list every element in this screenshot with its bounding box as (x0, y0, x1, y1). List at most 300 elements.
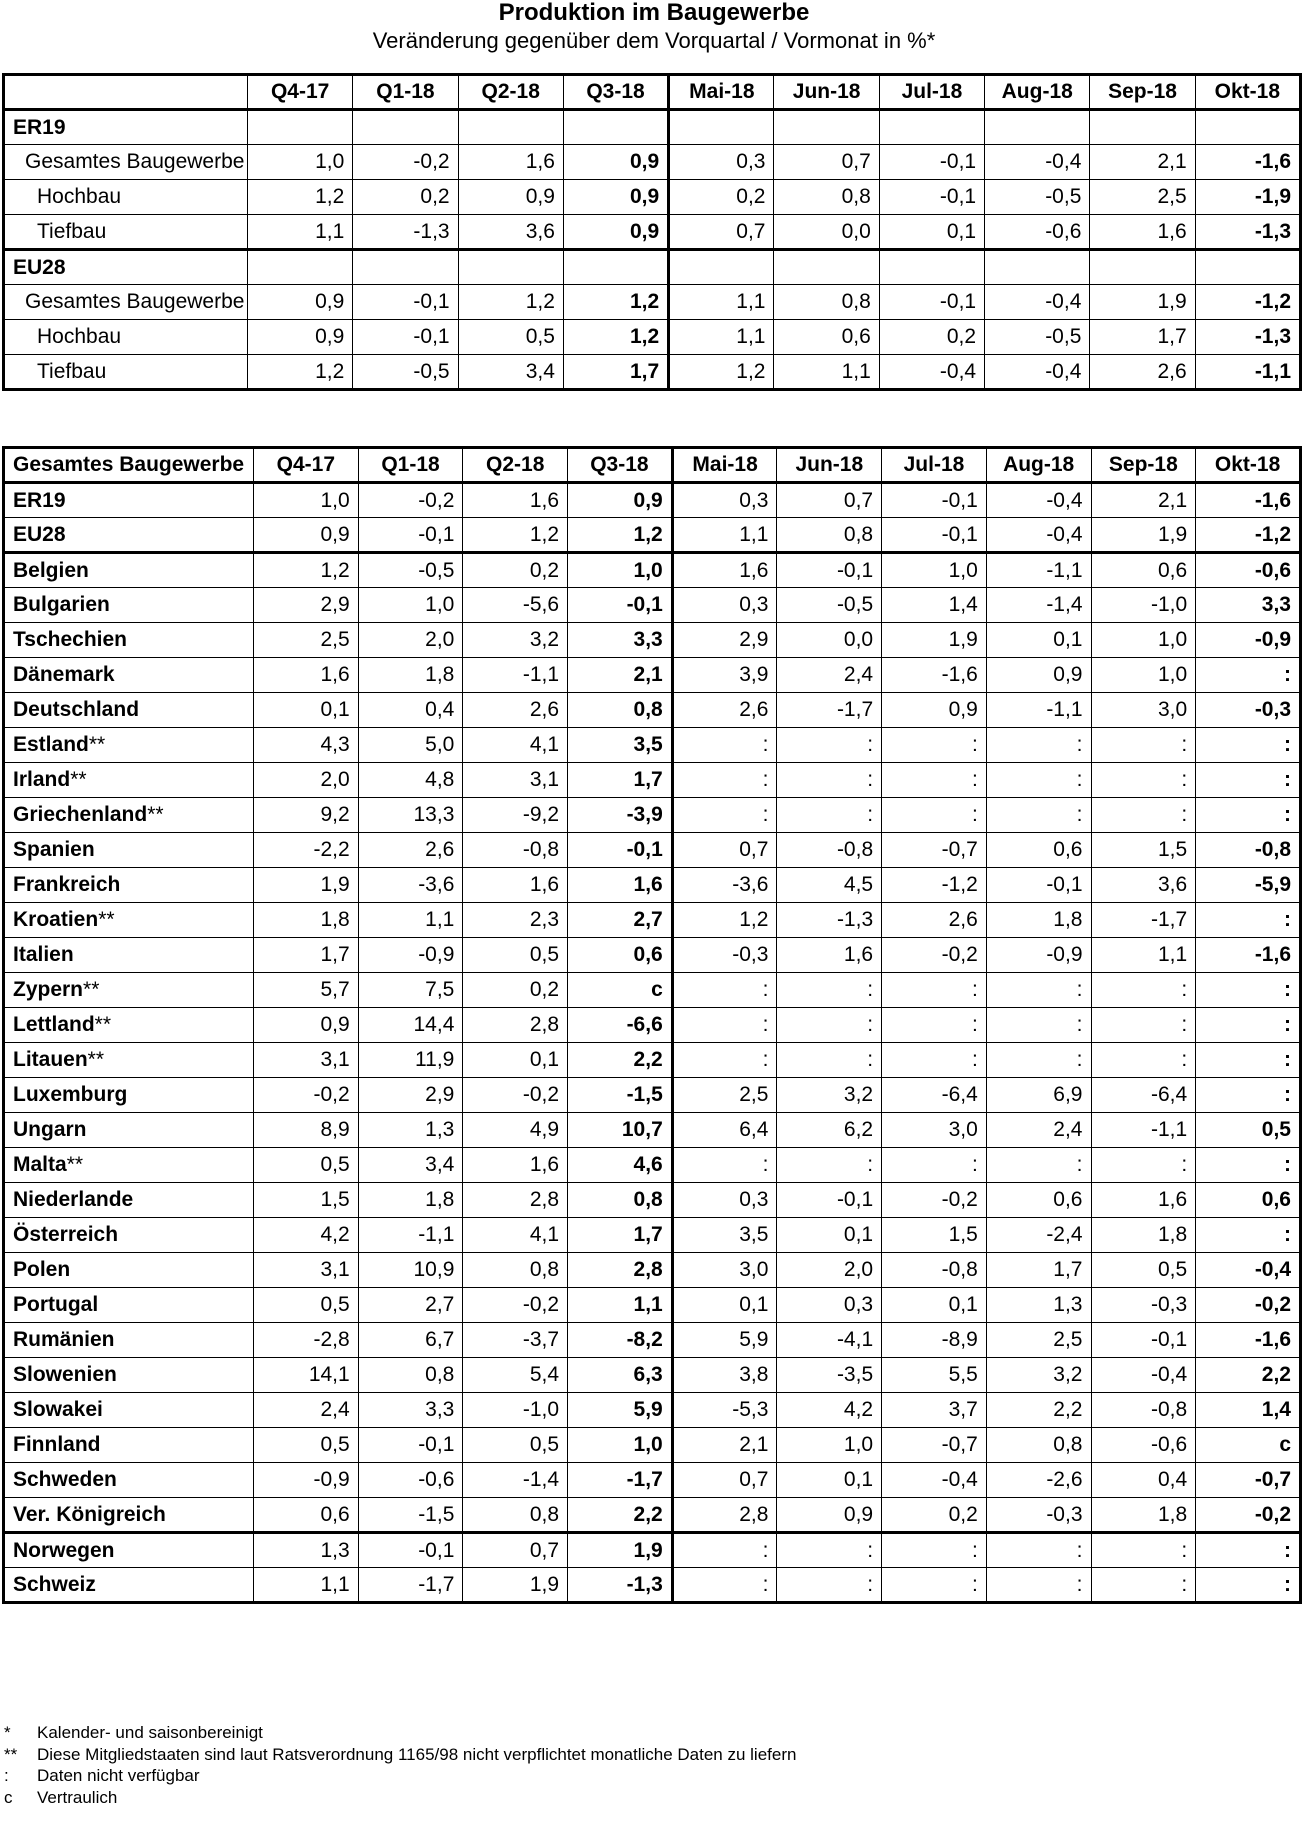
column-header: Mai-18 (669, 75, 774, 110)
empty-cell (774, 110, 879, 145)
table-row (4, 553, 1301, 588)
value-cell: -0,2 (1196, 1288, 1301, 1323)
value-cell: -0,7 (882, 833, 987, 868)
value-cell: -0,9 (1196, 623, 1301, 658)
value-cell: 0,1 (777, 1218, 882, 1253)
value-cell: -0,6 (358, 1463, 463, 1498)
value-cell: 0,9 (563, 145, 668, 180)
table-row (4, 483, 1301, 518)
value-cell: 1,5 (254, 1183, 359, 1218)
empty-cell (353, 250, 458, 285)
table-row (4, 1533, 1301, 1568)
country-name: EU28 (13, 522, 66, 546)
value-cell: 0,7 (463, 1533, 568, 1568)
value-cell: 0,9 (254, 1008, 359, 1043)
value-cell: 0,8 (463, 1498, 568, 1533)
table-row (4, 1393, 1301, 1428)
page-subtitle: Veränderung gegenüber dem Vorquartal / Vormonat in %* (372, 28, 936, 53)
column-header: Okt-18 (1196, 448, 1301, 483)
empty-cell (248, 250, 353, 285)
value-cell: : (1091, 728, 1196, 763)
value-cell: -0,1 (358, 1428, 463, 1463)
value-cell: c (1196, 1428, 1301, 1463)
value-cell: -1,3 (777, 903, 882, 938)
footnote-symbol: : (4, 1766, 9, 1785)
table-row (4, 285, 1301, 320)
value-cell: -1,2 (1196, 518, 1301, 553)
value-cell: -0,9 (986, 938, 1091, 973)
value-cell: 0,6 (1091, 553, 1196, 588)
value-cell: 0,6 (774, 320, 879, 355)
footnote-symbol: c (4, 1787, 13, 1807)
value-cell: -4,1 (777, 1323, 882, 1358)
country-name: Frankreich (13, 873, 121, 896)
value-cell: 3,9 (672, 658, 777, 693)
value-cell: -1,3 (1195, 320, 1300, 355)
row-label (4, 763, 254, 798)
row-label (4, 483, 254, 518)
table-row (4, 1008, 1301, 1043)
value-cell: 2,1 (1091, 483, 1196, 518)
value-cell: -1,7 (568, 1463, 673, 1498)
value-cell: -3,6 (672, 868, 777, 903)
value-cell: 2,3 (463, 903, 568, 938)
value-cell: -1,1 (463, 658, 568, 693)
value-cell: 1,1 (669, 285, 774, 320)
value-cell: 5,5 (882, 1358, 987, 1393)
value-cell: 0,1 (777, 1463, 882, 1498)
value-cell: 2,8 (672, 1498, 777, 1533)
value-cell: 2,1 (672, 1428, 777, 1463)
value-cell: -0,2 (882, 938, 987, 973)
footnote-mark: ** (87, 1048, 105, 1071)
value-cell: -6,4 (1091, 1078, 1196, 1113)
column-header: Sep-18 (1090, 75, 1195, 110)
value-cell: : (777, 1008, 882, 1043)
value-cell: 1,0 (777, 1428, 882, 1463)
value-cell: -0,8 (1196, 833, 1301, 868)
value-cell: 4,8 (358, 763, 463, 798)
footnotes (4, 1722, 796, 1808)
value-cell: -1,1 (1091, 1113, 1196, 1148)
value-cell: -1,0 (1091, 588, 1196, 623)
value-cell: -1,2 (882, 868, 987, 903)
value-cell: -1,6 (1196, 1323, 1301, 1358)
value-cell: : (672, 798, 777, 833)
country-name: Polen (13, 1258, 71, 1281)
value-cell: : (1196, 658, 1301, 693)
column-header: Jun-18 (777, 448, 882, 483)
value-cell: 2,5 (254, 623, 359, 658)
value-cell: : (986, 798, 1091, 833)
value-cell: 1,7 (568, 1218, 673, 1253)
country-name: Lettland (13, 1013, 95, 1036)
empty-cell (1090, 110, 1195, 145)
value-cell: 0,5 (254, 1148, 359, 1183)
value-cell: -0,6 (1196, 553, 1301, 588)
value-cell: -1,5 (568, 1078, 673, 1113)
country-name: Griechenland (13, 803, 148, 826)
country-name: Schweiz (13, 1572, 96, 1596)
value-cell: 0,6 (568, 938, 673, 973)
value-cell: 1,8 (358, 1183, 463, 1218)
group-label: ER19 (4, 110, 248, 145)
value-cell: : (777, 1533, 882, 1568)
value-cell: -1,6 (1196, 483, 1301, 518)
value-cell: : (1196, 1568, 1301, 1603)
row-label (4, 1008, 254, 1043)
column-header: Q4-17 (254, 448, 359, 483)
value-cell: 0,8 (568, 1183, 673, 1218)
value-cell: 1,6 (1091, 1183, 1196, 1218)
value-cell: -2,8 (254, 1323, 359, 1358)
table-row (4, 1358, 1301, 1393)
value-cell: 0,2 (879, 320, 984, 355)
value-cell: 13,3 (358, 798, 463, 833)
footnote-text: Vertraulich (37, 1787, 118, 1807)
value-cell: -1,1 (358, 1218, 463, 1253)
country-name: Ungarn (13, 1118, 87, 1141)
value-cell: 1,9 (568, 1533, 673, 1568)
value-cell: 2,7 (358, 1288, 463, 1323)
table-row (4, 833, 1301, 868)
column-header: Jul-18 (879, 75, 984, 110)
table-row (4, 903, 1301, 938)
empty-cell (458, 250, 563, 285)
table-row (4, 1288, 1301, 1323)
value-cell: 0,2 (669, 180, 774, 215)
value-cell: -0,1 (358, 518, 463, 553)
value-cell: 0,7 (777, 483, 882, 518)
table-row (4, 1428, 1301, 1463)
value-cell: -1,2 (1195, 285, 1300, 320)
column-header: Okt-18 (1195, 75, 1300, 110)
table-row (4, 1463, 1301, 1498)
footnote-symbol: * (4, 1723, 11, 1742)
value-cell: 3,4 (358, 1148, 463, 1183)
value-cell: -0,4 (985, 145, 1090, 180)
value-cell: : (882, 1568, 987, 1603)
value-cell: -0,1 (353, 285, 458, 320)
value-cell: : (672, 973, 777, 1008)
value-cell: -0,5 (353, 355, 458, 390)
value-cell: 2,2 (986, 1393, 1091, 1428)
value-cell: 6,3 (568, 1358, 673, 1393)
value-cell: : (1196, 1078, 1301, 1113)
value-cell: : (986, 1148, 1091, 1183)
value-cell: -0,2 (882, 1183, 987, 1218)
footnote (4, 1722, 796, 1744)
value-cell: : (1196, 1148, 1301, 1183)
value-cell: 0,5 (254, 1288, 359, 1323)
empty-cell (1195, 250, 1300, 285)
value-cell: 0,8 (463, 1253, 568, 1288)
country-name: Litauen (13, 1048, 88, 1071)
value-cell: 2,1 (568, 658, 673, 693)
value-cell: 3,1 (254, 1043, 359, 1078)
value-cell: 1,2 (248, 180, 353, 215)
value-cell: 1,1 (672, 518, 777, 553)
row-label (4, 588, 254, 623)
value-cell: 0,9 (986, 658, 1091, 693)
value-cell: -0,3 (672, 938, 777, 973)
value-cell: -0,2 (353, 145, 458, 180)
value-cell: -0,1 (1091, 1323, 1196, 1358)
value-cell: -1,7 (358, 1568, 463, 1603)
value-cell: 4,1 (463, 728, 568, 763)
value-cell: -0,1 (879, 145, 984, 180)
value-cell: : (1091, 1533, 1196, 1568)
table-row (4, 1498, 1301, 1533)
empty-cell (563, 110, 668, 145)
value-cell: : (777, 763, 882, 798)
table-row (4, 728, 1301, 763)
value-cell: 2,1 (1090, 145, 1195, 180)
empty-cell (669, 110, 774, 145)
table-row (4, 1043, 1301, 1078)
row-label: Hochbau (4, 320, 248, 355)
group-label: EU28 (4, 250, 248, 285)
value-cell: -0,1 (358, 1533, 463, 1568)
value-cell: 1,6 (463, 1148, 568, 1183)
value-cell: -0,5 (777, 588, 882, 623)
value-cell: 2,0 (254, 763, 359, 798)
value-cell: : (986, 763, 1091, 798)
value-cell: 5,0 (358, 728, 463, 763)
value-cell: : (986, 1043, 1091, 1078)
table-countries (2, 446, 1302, 1604)
value-cell: -8,2 (568, 1323, 673, 1358)
value-cell: 3,6 (458, 215, 563, 250)
table-row (4, 973, 1301, 1008)
value-cell: -2,4 (986, 1218, 1091, 1253)
value-cell: 0,1 (254, 693, 359, 728)
value-cell: 4,6 (568, 1148, 673, 1183)
value-cell: 1,7 (563, 355, 668, 390)
value-cell: 1,5 (1091, 833, 1196, 868)
value-cell: -0,4 (879, 355, 984, 390)
empty-cell (458, 110, 563, 145)
value-cell: 0,3 (672, 1183, 777, 1218)
value-cell: -0,4 (985, 285, 1090, 320)
empty-cell (879, 250, 984, 285)
footnote-text: Diese Mitgliedstaaten sind laut Ratsverordnung 1165/98 nicht verpflichtet monatliche Daten zu liefern (37, 1744, 797, 1764)
value-cell: 1,0 (254, 483, 359, 518)
country-name: Portugal (13, 1293, 99, 1316)
value-cell: : (882, 728, 987, 763)
value-cell: -2,6 (986, 1463, 1091, 1498)
value-cell: : (986, 1008, 1091, 1043)
empty-cell (774, 250, 879, 285)
value-cell: 3,7 (882, 1393, 987, 1428)
value-cell: 2,8 (568, 1253, 673, 1288)
value-cell: 10,9 (358, 1253, 463, 1288)
value-cell: 0,4 (358, 693, 463, 728)
value-cell: 2,2 (568, 1043, 673, 1078)
value-cell: -1,4 (986, 588, 1091, 623)
table-row (4, 215, 1301, 250)
value-cell: : (1196, 728, 1301, 763)
value-cell: 0,9 (248, 320, 353, 355)
column-header: Q2-18 (463, 448, 568, 483)
value-cell: 1,0 (568, 553, 673, 588)
value-cell: 0,8 (774, 180, 879, 215)
value-cell: 8,9 (254, 1113, 359, 1148)
value-cell: 0,8 (568, 693, 673, 728)
value-cell: : (882, 763, 987, 798)
value-cell: -0,3 (1196, 693, 1301, 728)
country-name: Spanien (13, 838, 95, 861)
footnote-text: Kalender- und saisonbereinigt (37, 1723, 263, 1742)
value-cell: -1,3 (353, 215, 458, 250)
value-cell: 0,9 (563, 215, 668, 250)
row-label (4, 693, 254, 728)
value-cell: -5,9 (1196, 868, 1301, 903)
value-cell: 5,4 (463, 1358, 568, 1393)
value-cell: -0,4 (882, 1463, 987, 1498)
value-cell: 2,7 (568, 903, 673, 938)
row-label (4, 868, 254, 903)
country-name: Malta (13, 1153, 67, 1176)
value-cell: 14,1 (254, 1358, 359, 1393)
value-cell: 3,0 (882, 1113, 987, 1148)
value-cell: 3,0 (672, 1253, 777, 1288)
value-cell: 2,6 (463, 693, 568, 728)
value-cell: 0,6 (254, 1498, 359, 1533)
row-label (4, 973, 254, 1008)
value-cell: -1,3 (1195, 215, 1300, 250)
value-cell: : (777, 798, 882, 833)
value-cell: 3,1 (254, 1253, 359, 1288)
value-cell: 0,1 (882, 1288, 987, 1323)
column-header: Sep-18 (1091, 448, 1196, 483)
value-cell: -0,1 (568, 588, 673, 623)
value-cell: -0,1 (879, 285, 984, 320)
table-row (4, 938, 1301, 973)
value-cell: 1,6 (568, 868, 673, 903)
value-cell: 1,2 (669, 355, 774, 390)
value-cell: 0,5 (463, 938, 568, 973)
row-label (4, 1323, 254, 1358)
value-cell: 1,7 (254, 938, 359, 973)
value-cell: : (1091, 1043, 1196, 1078)
value-cell: -0,8 (882, 1253, 987, 1288)
table-row (4, 868, 1301, 903)
footnote-mark: ** (66, 1153, 84, 1176)
value-cell: 2,8 (463, 1183, 568, 1218)
value-cell: 1,0 (882, 553, 987, 588)
value-cell: 1,8 (986, 903, 1091, 938)
row-label (4, 1498, 254, 1533)
value-cell: -0,8 (463, 833, 568, 868)
empty-cell (563, 250, 668, 285)
value-cell: : (1091, 763, 1196, 798)
value-cell: : (777, 1148, 882, 1183)
value-cell: 1,1 (1091, 938, 1196, 973)
value-cell: 3,0 (1091, 693, 1196, 728)
value-cell: : (882, 798, 987, 833)
row-label (4, 903, 254, 938)
table-row (4, 518, 1301, 553)
table-row (4, 1183, 1301, 1218)
value-cell: -0,2 (463, 1288, 568, 1323)
value-cell: 1,6 (777, 938, 882, 973)
value-cell: -0,8 (1091, 1393, 1196, 1428)
value-cell: 1,6 (1090, 215, 1195, 250)
value-cell: 1,2 (563, 285, 668, 320)
value-cell: 3,4 (458, 355, 563, 390)
value-cell: 0,2 (463, 973, 568, 1008)
value-cell: 14,4 (358, 1008, 463, 1043)
value-cell: 5,9 (568, 1393, 673, 1428)
row-label (4, 623, 254, 658)
row-label (4, 1113, 254, 1148)
value-cell: 0,3 (669, 145, 774, 180)
value-cell: : (777, 728, 882, 763)
value-cell: -0,1 (882, 483, 987, 518)
value-cell: 1,5 (882, 1218, 987, 1253)
value-cell: -3,7 (463, 1323, 568, 1358)
value-cell: 3,2 (463, 623, 568, 658)
value-cell: 3,5 (568, 728, 673, 763)
value-cell: 0,4 (1091, 1463, 1196, 1498)
value-cell: : (986, 1533, 1091, 1568)
row-label (4, 1183, 254, 1218)
value-cell: 1,3 (254, 1533, 359, 1568)
header-label: Gesamtes Baugewerbe (4, 448, 254, 483)
value-cell: 2,9 (358, 1078, 463, 1113)
row-label (4, 1043, 254, 1078)
row-label (4, 1078, 254, 1113)
table-row (4, 623, 1301, 658)
value-cell: 1,0 (568, 1428, 673, 1463)
empty-cell (985, 250, 1090, 285)
country-name: Finnland (13, 1433, 101, 1456)
value-cell: : (777, 1043, 882, 1078)
row-label (4, 1463, 254, 1498)
footnote (4, 1744, 796, 1766)
value-cell: -9,2 (463, 798, 568, 833)
value-cell: 2,0 (358, 623, 463, 658)
value-cell: 0,3 (777, 1288, 882, 1323)
value-cell: -6,4 (882, 1078, 987, 1113)
value-cell: 2,2 (1196, 1358, 1301, 1393)
country-name: Niederlande (13, 1188, 134, 1211)
table-row (4, 693, 1301, 728)
value-cell: 3,8 (672, 1358, 777, 1393)
footnote-mark: ** (70, 768, 87, 791)
table-row (4, 1078, 1301, 1113)
column-header: Q3-18 (563, 75, 668, 110)
value-cell: 3,5 (672, 1218, 777, 1253)
value-cell: -0,1 (986, 868, 1091, 903)
value-cell: 11,9 (358, 1043, 463, 1078)
value-cell: -0,1 (777, 553, 882, 588)
value-cell: 3,3 (1196, 588, 1301, 623)
value-cell: : (672, 763, 777, 798)
value-cell: 0,9 (568, 483, 673, 518)
value-cell: 4,3 (254, 728, 359, 763)
country-name: Luxemburg (13, 1083, 128, 1106)
value-cell: 1,1 (774, 355, 879, 390)
value-cell: -1,9 (1195, 180, 1300, 215)
value-cell: 3,3 (358, 1393, 463, 1428)
value-cell: : (672, 1533, 777, 1568)
value-cell: 4,2 (777, 1393, 882, 1428)
value-cell: : (1091, 1148, 1196, 1183)
value-cell: 0,9 (777, 1498, 882, 1533)
empty-cell (353, 110, 458, 145)
